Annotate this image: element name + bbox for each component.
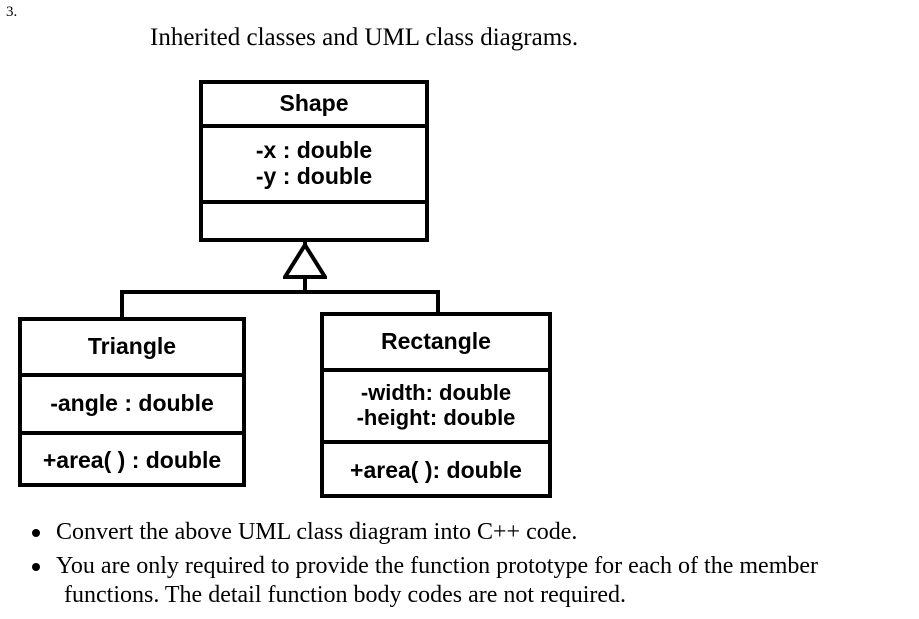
uml-attributes-triangle (22, 377, 242, 435)
bullet-icon (32, 529, 40, 537)
page-title: Inherited classes and UML class diagrams. (150, 24, 579, 51)
uml-attribute: -width: double (360, 380, 512, 406)
instruction-text-continued: functions. The detail function body codes are not required. (64, 581, 627, 608)
inheritance-arrow-icon (283, 243, 327, 279)
list-item (18, 518, 908, 546)
question-number: 3. (6, 4, 18, 20)
uml-attributes-shape (203, 128, 425, 204)
uml-attribute: -y : double (255, 163, 373, 189)
uml-attribute: -height: double (356, 405, 516, 430)
uml-class-rectangle (320, 312, 552, 498)
uml-attribute: -angle : double (50, 390, 214, 417)
uml-class-shape (199, 80, 429, 242)
uml-class-triangle (18, 317, 246, 487)
uml-operations-shape (203, 204, 425, 242)
generalization-branch-triangle (120, 290, 124, 319)
list-item (18, 552, 908, 609)
instruction-text: You are only required to provide the function prototype for each of the member (56, 553, 818, 580)
uml-operations-triangle (22, 435, 242, 487)
uml-operation: +area( ): double (350, 457, 522, 484)
uml-class-name-triangle: Triangle (22, 321, 242, 377)
uml-attribute: -x : double (255, 137, 373, 164)
uml-attributes-rectangle (324, 372, 548, 444)
uml-class-name-shape: Shape (203, 84, 425, 128)
uml-operations-rectangle (324, 444, 548, 498)
uml-class-name-rectangle: Rectangle (324, 316, 548, 372)
instruction-text: Convert the above UML class diagram into C++ code. (56, 519, 578, 545)
generalization-bar (120, 290, 440, 294)
uml-operation: +area( ) : double (42, 447, 222, 474)
bullet-icon (32, 563, 40, 571)
instruction-list (18, 518, 908, 609)
